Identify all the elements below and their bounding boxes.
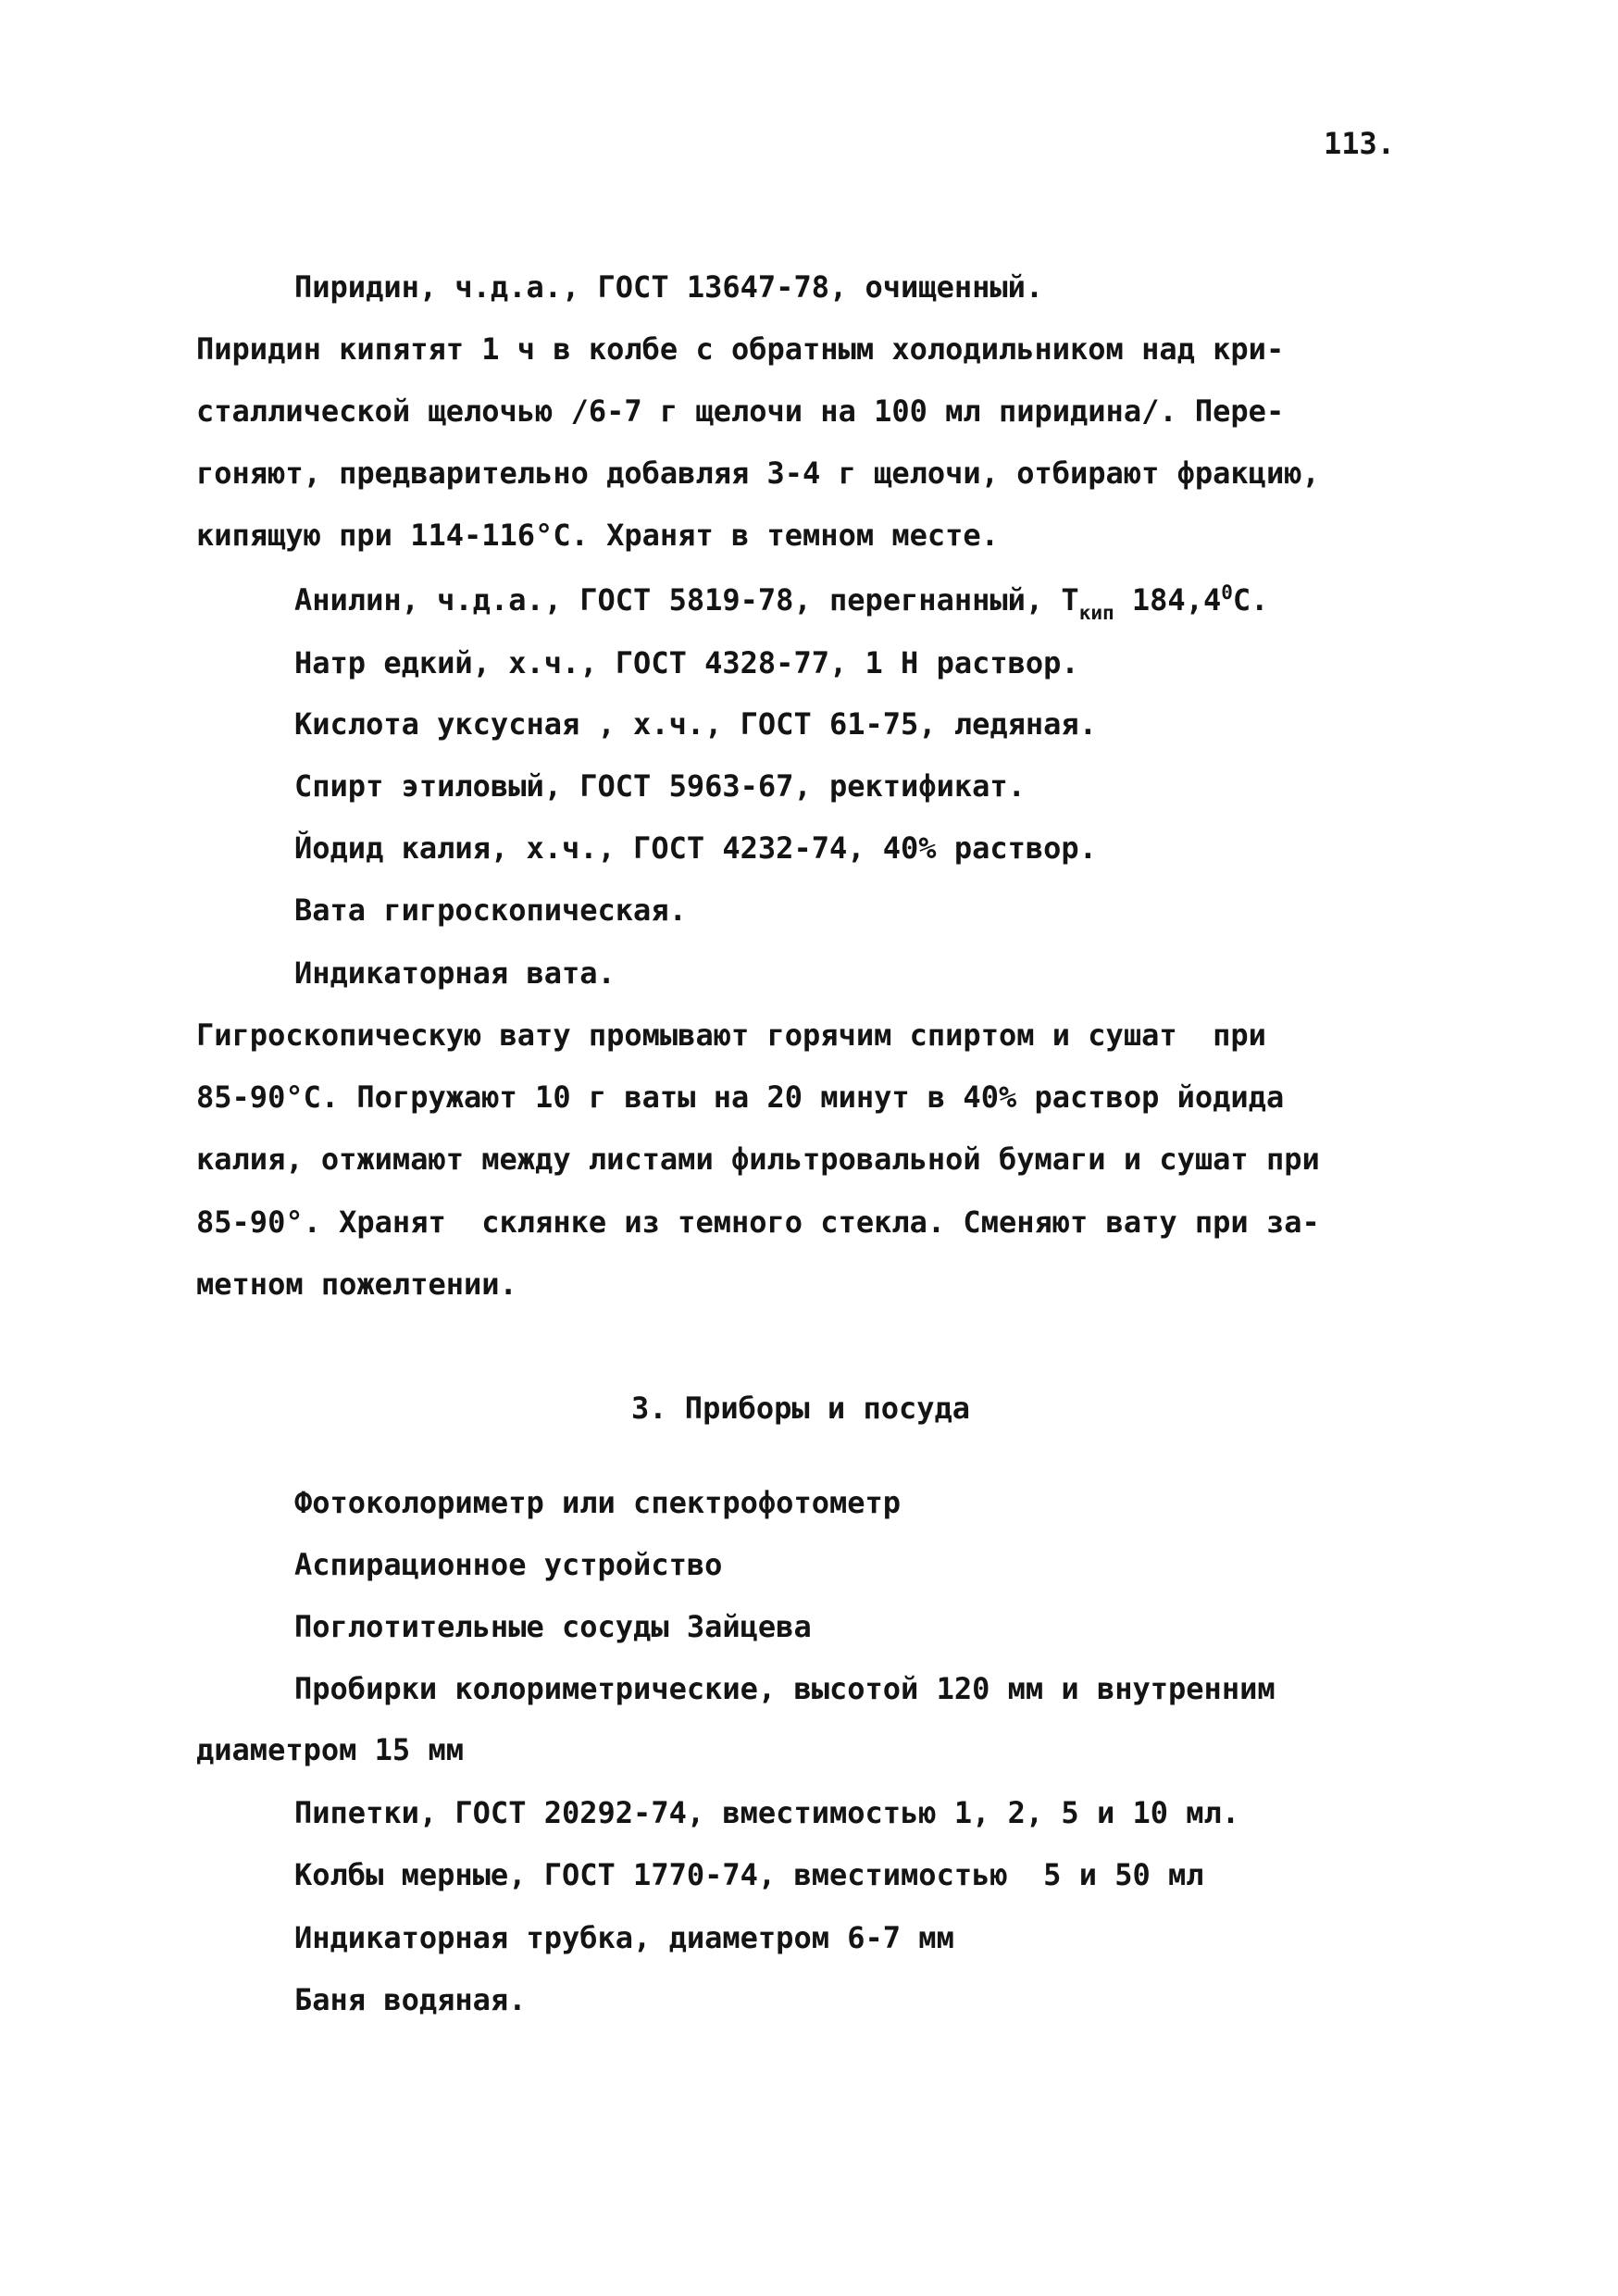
equipment-absorbers: Поглотительные сосуды Зайцева (294, 1609, 812, 1644)
equipment-water-bath: Баня водяная. (294, 1982, 527, 2017)
cotton-text-line-4: 85-90°. Хранят склянке из темного стекла. Сменяют вату при за- (196, 1204, 1320, 1240)
reagent-ethanol: Спирт этиловый, ГОСТ 5963-67, ректификат. (294, 768, 1026, 804)
pyridine-title: Пиридин, ч.д.а., ГОСТ 13647-78, очищенный. (294, 269, 1044, 305)
aniline-temperature: 184,4 (1114, 582, 1222, 618)
reagent-indicator-cotton: Индикаторная вата. (294, 955, 616, 991)
section-heading: 3. Приборы и посуда (631, 1391, 971, 1426)
degree-superscript: 0 (1221, 581, 1233, 604)
equipment-test-tubes: Пробирки колориметрические, высотой 120 мм и внутренним (294, 1671, 1276, 1706)
cotton-text-line-2: 85-90°С. Погружают 10 г ваты на 20 минут в 40% раствор йодида (196, 1079, 1285, 1115)
cotton-text-line-5: метном пожелтении. (196, 1267, 517, 1302)
reagent-hygroscopic-cotton: Вата гигроскопическая. (294, 892, 687, 928)
equipment-aspirator: Аспирационное устройство (294, 1547, 723, 1582)
pyridine-text-line-1: Пиридин кипятят 1 ч в колбе с обратным холодильником над кри- (196, 331, 1285, 367)
pyridine-text-line-4: кипящую при 114-116°С. Хранят в темном месте. (196, 518, 999, 553)
equipment-pipettes: Пипетки, ГОСТ 20292-74, вместимостью 1, 2, 5 и 10 мл. (294, 1795, 1240, 1830)
page-number: 113. (1324, 126, 1396, 161)
pyridine-text-line-3: гоняют, предварительно добавляя 3-4 г щелочи, отбирают фракцию, (196, 455, 1320, 491)
reagent-potassium-iodide: Йодид калия, х.ч., ГОСТ 4232-74, 40% раствор. (294, 830, 1097, 866)
boiling-subscript: кип (1078, 602, 1114, 624)
equipment-test-tubes-continued: диаметром 15 мм (196, 1732, 464, 1767)
aniline-text: Анилин, ч.д.а., ГОСТ 5819-78, перегнанный, Т (294, 582, 1079, 618)
reagent-sodium-hydroxide: Натр едкий, х.ч., ГОСТ 4328-77, 1 Н раствор. (294, 645, 1079, 680)
cotton-text-line-3: калия, отжимают между листами фильтровальной бумаги и сушат при (196, 1142, 1320, 1177)
equipment-photocolorimeter: Фотоколориметр или спектрофотометр (294, 1485, 902, 1520)
reagent-acetic-acid: Кислота уксусная , х.ч., ГОСТ 61-75, ледяная. (294, 706, 1097, 742)
cotton-text-line-1: Гигроскопическую вату промывают горячим спиртом и сушат при (196, 1017, 1266, 1053)
pyridine-text-line-2: сталлической щелочью /6-7 г щелочи на 100 мл пиридина/. Пере- (196, 393, 1285, 429)
aniline-line (294, 581, 1268, 622)
equipment-volumetric-flasks: Колбы мерные, ГОСТ 1770-74, вместимостью 5 и 50 мл (294, 1857, 1204, 1892)
aniline-unit: С. (1232, 582, 1269, 618)
equipment-indicator-tube: Индикаторная трубка, диаметром 6-7 мм (294, 1920, 954, 1955)
